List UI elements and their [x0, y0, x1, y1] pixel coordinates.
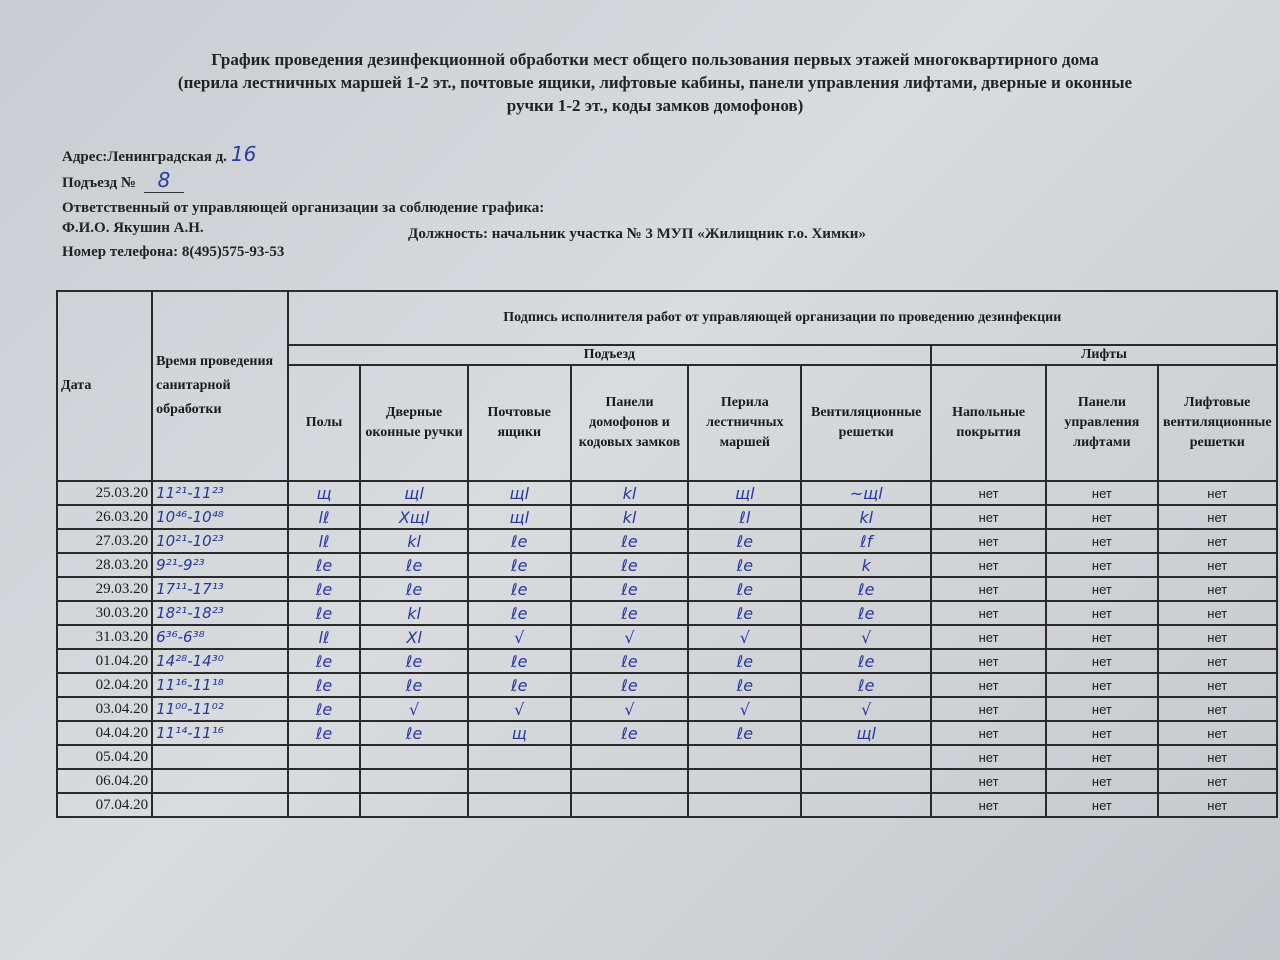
lift-status-cell: нет	[1046, 577, 1157, 601]
signature-cell: ℓf	[801, 529, 930, 553]
lift-status-cell: нет	[1158, 601, 1277, 625]
signature-cell: ℓe	[360, 577, 467, 601]
signature-cell: ℓe	[571, 721, 688, 745]
table-row	[57, 745, 1277, 769]
date-cell: 25.03.20	[57, 481, 152, 505]
time-cell: 10⁴⁶-10⁴⁸	[152, 505, 288, 529]
signature-cell: √	[468, 625, 571, 649]
signature-cell: ℓe	[468, 577, 571, 601]
document-title	[40, 48, 1270, 117]
signature-cell: kl	[571, 481, 688, 505]
signature-cell	[571, 769, 688, 793]
header-lifts-group: Лифты	[931, 345, 1277, 365]
table-row	[57, 721, 1277, 745]
signature-cell: ℓe	[360, 721, 467, 745]
signature-cell	[801, 745, 930, 769]
table-row	[57, 553, 1277, 577]
signature-cell: ℓl	[688, 505, 801, 529]
address-label: Адрес:Ленинградская д.	[62, 149, 227, 165]
date-cell: 31.03.20	[57, 625, 152, 649]
signature-cell: √	[688, 697, 801, 721]
signature-cell: √	[571, 625, 688, 649]
signature-cell	[288, 745, 361, 769]
lift-status-cell: нет	[1046, 793, 1157, 817]
signature-cell: щl	[468, 481, 571, 505]
lift-status-cell: нет	[1158, 649, 1277, 673]
signature-cell: ℓe	[468, 529, 571, 553]
signature-cell	[360, 745, 467, 769]
signature-cell: Xщl	[360, 505, 467, 529]
signature-cell: lℓ	[288, 625, 361, 649]
signature-cell: √	[801, 697, 930, 721]
header-col-intercom: Панели домофонов и кодовых замков	[571, 365, 688, 481]
date-cell: 30.03.20	[57, 601, 152, 625]
position-line: Должность: начальник участка № 3 МУП «Жилищник г.о. Химки»	[408, 226, 866, 242]
signature-cell: √	[688, 625, 801, 649]
title-line-1: График проведения дезинфекционной обработки мест общего пользования первых этажей многоквартирного дома	[211, 50, 1099, 69]
lift-status-cell: нет	[931, 529, 1046, 553]
signature-cell: щl	[360, 481, 467, 505]
lift-status-cell: нет	[1158, 505, 1277, 529]
date-cell: 02.04.20	[57, 673, 152, 697]
signature-cell: ℓe	[688, 553, 801, 577]
header-entrance-group: Подъезд	[288, 345, 931, 365]
signature-cell	[801, 793, 930, 817]
header-time: Время проведения санитарной обработки	[152, 291, 288, 481]
time-cell: 17¹¹-17¹³	[152, 577, 288, 601]
signature-cell: kl	[571, 505, 688, 529]
signature-cell: ℓe	[288, 697, 361, 721]
lift-status-cell: нет	[1158, 625, 1277, 649]
signature-cell: √	[468, 697, 571, 721]
lift-status-cell: нет	[1046, 769, 1157, 793]
signature-cell: ℓe	[688, 577, 801, 601]
signature-cell: √	[360, 697, 467, 721]
signature-cell	[288, 793, 361, 817]
signature-cell: √	[571, 697, 688, 721]
signature-cell: щl	[468, 505, 571, 529]
signature-cell: ~щl	[801, 481, 930, 505]
lift-status-cell: нет	[1158, 721, 1277, 745]
signature-cell: ℓe	[468, 553, 571, 577]
signature-cell: ℓe	[288, 601, 361, 625]
date-cell: 01.04.20	[57, 649, 152, 673]
lift-status-cell: нет	[931, 673, 1046, 697]
lift-status-cell: нет	[1046, 505, 1157, 529]
lift-status-cell: нет	[931, 793, 1046, 817]
signature-cell	[688, 769, 801, 793]
address-value: 16	[230, 142, 257, 166]
header-col-lift-floor: Напольные покрытия	[931, 365, 1046, 481]
table-row	[57, 625, 1277, 649]
lift-status-cell: нет	[931, 745, 1046, 769]
signature-cell: ℓe	[360, 649, 467, 673]
table-body	[57, 481, 1277, 817]
lift-status-cell: нет	[1046, 649, 1157, 673]
header-col-railings: Перила лестничных маршей	[688, 365, 801, 481]
header-col-handles: Дверные оконные ручки	[360, 365, 467, 481]
lift-status-cell: нет	[1046, 745, 1157, 769]
signature-cell: ℓe	[360, 673, 467, 697]
header-col-floors: Полы	[288, 365, 361, 481]
table-row	[57, 793, 1277, 817]
signature-cell: Xl	[360, 625, 467, 649]
title-line-3: ручки 1-2 эт., коды замков домофонов)	[506, 96, 804, 115]
time-cell	[152, 793, 288, 817]
date-cell: 07.04.20	[57, 793, 152, 817]
signature-cell	[468, 793, 571, 817]
signature-cell: щ	[468, 721, 571, 745]
signature-cell: ℓe	[801, 673, 930, 697]
date-cell: 28.03.20	[57, 553, 152, 577]
responsible-line: Ответственный от управляющей организации за соблюдение графика:	[62, 200, 545, 216]
table-row	[57, 601, 1277, 625]
entrance-line	[62, 168, 184, 192]
signature-cell: ℓe	[571, 577, 688, 601]
signature-cell: ℓe	[571, 553, 688, 577]
date-cell: 04.04.20	[57, 721, 152, 745]
table-row	[57, 505, 1277, 529]
signature-cell: k	[801, 553, 930, 577]
time-cell	[152, 745, 288, 769]
signature-cell: ℓe	[360, 553, 467, 577]
lift-status-cell: нет	[931, 505, 1046, 529]
signature-cell	[288, 769, 361, 793]
signature-cell: ℓe	[688, 529, 801, 553]
signature-cell	[360, 769, 467, 793]
time-cell: 10²¹-10²³	[152, 529, 288, 553]
signature-cell: lℓ	[288, 505, 361, 529]
lift-status-cell: нет	[1046, 601, 1157, 625]
lift-status-cell: нет	[1158, 697, 1277, 721]
signature-cell	[468, 745, 571, 769]
lift-status-cell: нет	[931, 553, 1046, 577]
table-row	[57, 649, 1277, 673]
signature-cell: ℓe	[288, 577, 361, 601]
title-line-2: (перила лестничных маршей 1-2 эт., почтовые ящики, лифтовые кабины, панели управления лифтами, дверные и оконные	[177, 73, 1133, 92]
time-cell: 11¹⁴-11¹⁶	[152, 721, 288, 745]
time-cell: 14²⁸-14³⁰	[152, 649, 288, 673]
header-col-lift-vents: Лифтовые вентиляционные решетки	[1158, 365, 1277, 481]
address-line	[62, 142, 256, 166]
signature-cell	[801, 769, 930, 793]
time-cell	[152, 769, 288, 793]
signature-cell: kl	[360, 529, 467, 553]
signature-cell: ℓe	[288, 553, 361, 577]
lift-status-cell: нет	[1046, 553, 1157, 577]
signature-cell: kl	[801, 505, 930, 529]
signature-cell	[468, 769, 571, 793]
signature-cell: щl	[688, 481, 801, 505]
signature-cell: lℓ	[288, 529, 361, 553]
entrance-label: Подъезд №	[62, 175, 136, 191]
signature-cell	[571, 745, 688, 769]
signature-cell	[688, 793, 801, 817]
table-row	[57, 769, 1277, 793]
time-cell: 6³⁶-6³⁸	[152, 625, 288, 649]
date-cell: 27.03.20	[57, 529, 152, 553]
header-col-mailboxes: Почтовые ящики	[468, 365, 571, 481]
signature-cell: ℓe	[688, 649, 801, 673]
signature-cell: ℓe	[688, 673, 801, 697]
lift-status-cell: нет	[1046, 697, 1157, 721]
date-cell: 26.03.20	[57, 505, 152, 529]
phone-line: Номер телефона: 8(495)575-93-53	[62, 244, 285, 260]
signature-cell: kl	[360, 601, 467, 625]
time-cell: 11¹⁶-11¹⁸	[152, 673, 288, 697]
time-cell: 18²¹-18²³	[152, 601, 288, 625]
signature-cell: ℓe	[468, 649, 571, 673]
signature-cell: ℓe	[571, 649, 688, 673]
signature-cell: ℓe	[801, 601, 930, 625]
lift-status-cell: нет	[1046, 673, 1157, 697]
signature-cell: ℓe	[288, 721, 361, 745]
lift-status-cell: нет	[931, 601, 1046, 625]
header-col-lift-panels: Панели управления лифтами	[1046, 365, 1157, 481]
table-row	[57, 529, 1277, 553]
header-signature: Подпись исполнителя работ от управляющей организации по проведению дезинфекции	[288, 291, 1277, 345]
signature-cell: ℓe	[801, 577, 930, 601]
signature-cell: ℓe	[571, 601, 688, 625]
lift-status-cell: нет	[1046, 625, 1157, 649]
signature-cell	[688, 745, 801, 769]
lift-status-cell: нет	[931, 481, 1046, 505]
lift-status-cell: нет	[1046, 529, 1157, 553]
table-row	[57, 481, 1277, 505]
signature-cell: ℓe	[288, 649, 361, 673]
signature-cell: ℓe	[688, 721, 801, 745]
lift-status-cell: нет	[1158, 793, 1277, 817]
lift-status-cell: нет	[1158, 577, 1277, 601]
signature-cell: ℓe	[801, 649, 930, 673]
table-row	[57, 697, 1277, 721]
lift-status-cell: нет	[931, 721, 1046, 745]
lift-status-cell: нет	[931, 577, 1046, 601]
date-cell: 29.03.20	[57, 577, 152, 601]
signature-cell: ℓe	[571, 673, 688, 697]
date-cell: 06.04.20	[57, 769, 152, 793]
signature-cell: √	[801, 625, 930, 649]
time-cell: 11⁰⁰-11⁰²	[152, 697, 288, 721]
lift-status-cell: нет	[931, 769, 1046, 793]
lift-status-cell: нет	[1046, 481, 1157, 505]
signature-cell: ℓe	[571, 529, 688, 553]
signature-cell: щl	[801, 721, 930, 745]
lift-status-cell: нет	[931, 649, 1046, 673]
lift-status-cell: нет	[1158, 745, 1277, 769]
signature-cell	[571, 793, 688, 817]
signature-cell: ℓe	[468, 673, 571, 697]
lift-status-cell: нет	[1158, 481, 1277, 505]
lift-status-cell: нет	[1158, 769, 1277, 793]
time-cell: 9²¹-9²³	[152, 553, 288, 577]
schedule-table	[56, 290, 1278, 818]
lift-status-cell: нет	[931, 625, 1046, 649]
signature-cell: ℓe	[468, 601, 571, 625]
fio-line: Ф.И.О. Якушин А.Н.	[62, 220, 204, 236]
signature-cell: ℓe	[288, 673, 361, 697]
lift-status-cell: нет	[1158, 673, 1277, 697]
time-cell: 11²¹-11²³	[152, 481, 288, 505]
signature-cell: ℓe	[688, 601, 801, 625]
table-row	[57, 673, 1277, 697]
signature-cell: щ	[288, 481, 361, 505]
entrance-value: 8	[144, 168, 185, 193]
lift-status-cell: нет	[931, 697, 1046, 721]
date-cell: 05.04.20	[57, 745, 152, 769]
lift-status-cell: нет	[1158, 553, 1277, 577]
signature-cell	[360, 793, 467, 817]
lift-status-cell: нет	[1158, 529, 1277, 553]
lift-status-cell: нет	[1046, 721, 1157, 745]
date-cell: 03.04.20	[57, 697, 152, 721]
header-col-ventilation: Вентиляционные решетки	[801, 365, 930, 481]
header-date: Дата	[57, 291, 152, 481]
table-row	[57, 577, 1277, 601]
